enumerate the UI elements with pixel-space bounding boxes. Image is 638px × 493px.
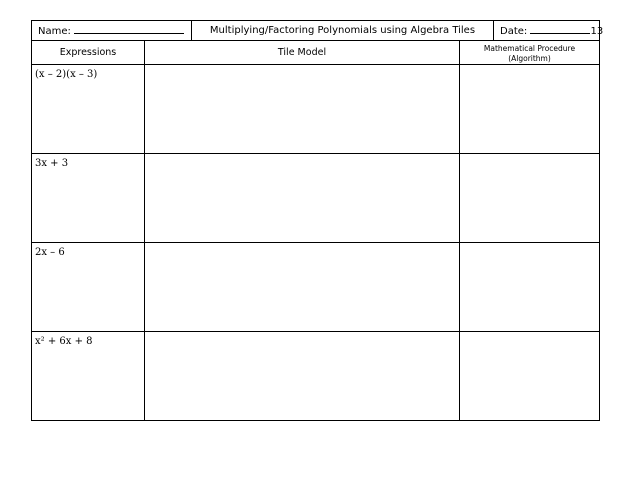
procedure-line-1: Mathematical Procedure [483, 43, 576, 53]
expression-cell: (x – 2)(x – 3) [32, 65, 145, 154]
name-label: Name: [38, 26, 71, 37]
date-cell [494, 21, 604, 41]
table-row [32, 332, 600, 421]
tile-model-cell[interactable] [145, 65, 460, 154]
column-header-tile-model: Tile Model [145, 41, 460, 65]
procedure-cell[interactable] [460, 154, 600, 243]
tile-model-cell[interactable] [145, 154, 460, 243]
procedure-cell[interactable] [460, 332, 600, 421]
column-header-procedure [460, 41, 600, 65]
procedure-line-2: (Algorithm) [508, 53, 551, 63]
expression-cell: x² + 6x + 8 [32, 332, 145, 421]
worksheet [31, 20, 604, 421]
name-cell [32, 21, 192, 41]
worksheet-title: Multiplying/Factoring Polynomials using Algebra Tiles [192, 21, 494, 41]
table-row [32, 243, 600, 332]
header-table [31, 20, 604, 41]
procedure-cell[interactable] [460, 243, 600, 332]
expression-cell: 3x + 3 [32, 154, 145, 243]
main-table [31, 40, 600, 421]
name-blank [74, 24, 184, 34]
date-label: Date: [500, 26, 528, 37]
date-blank [530, 24, 590, 34]
table-row [32, 65, 600, 154]
column-header-expressions: Expressions [32, 41, 145, 65]
table-row [32, 154, 600, 243]
tile-model-cell[interactable] [145, 243, 460, 332]
procedure-cell[interactable] [460, 65, 600, 154]
expression-cell: 2x – 6 [32, 243, 145, 332]
tile-model-cell[interactable] [145, 332, 460, 421]
date-year-suffix: 13 [590, 26, 604, 37]
